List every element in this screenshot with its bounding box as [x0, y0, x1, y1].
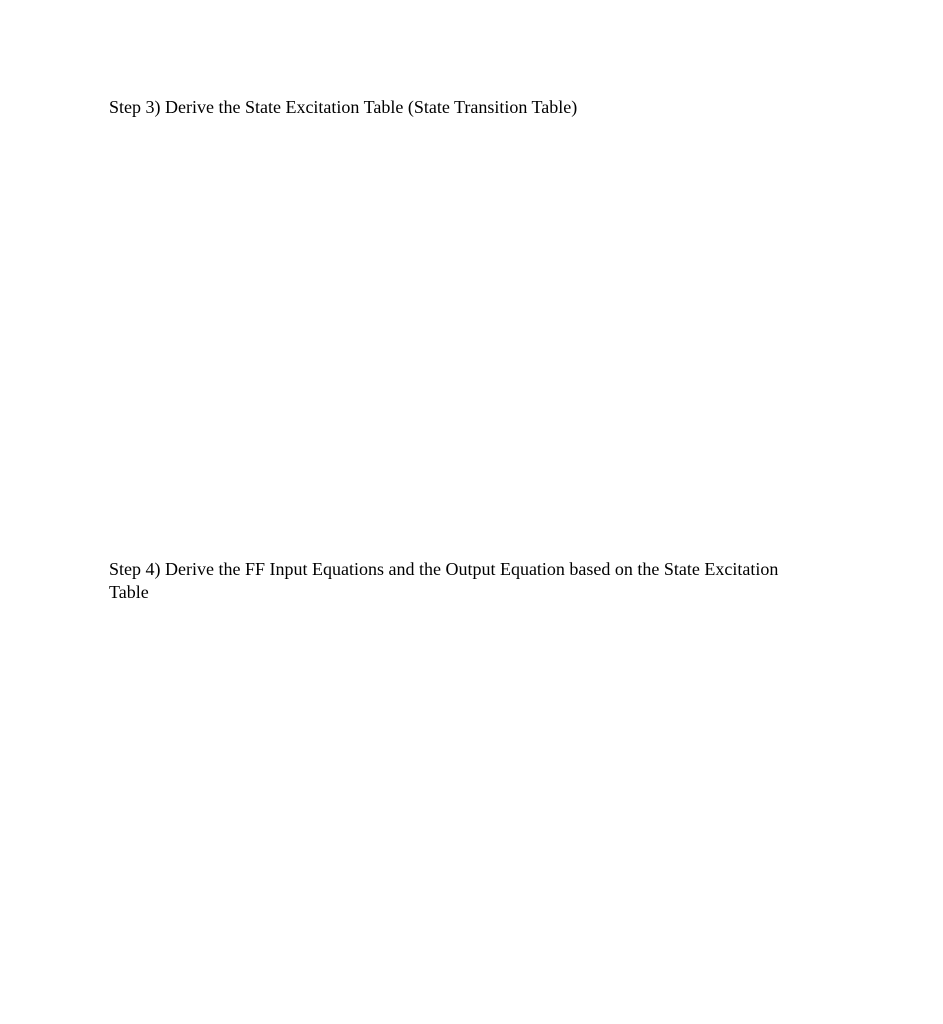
step-4-heading: Step 4) Derive the FF Input Equations and the Output Equation based on the State Excitation Table	[109, 559, 779, 602]
step-3-heading: Step 3) Derive the State Excitation Table (State Transition Table)	[109, 97, 578, 117]
